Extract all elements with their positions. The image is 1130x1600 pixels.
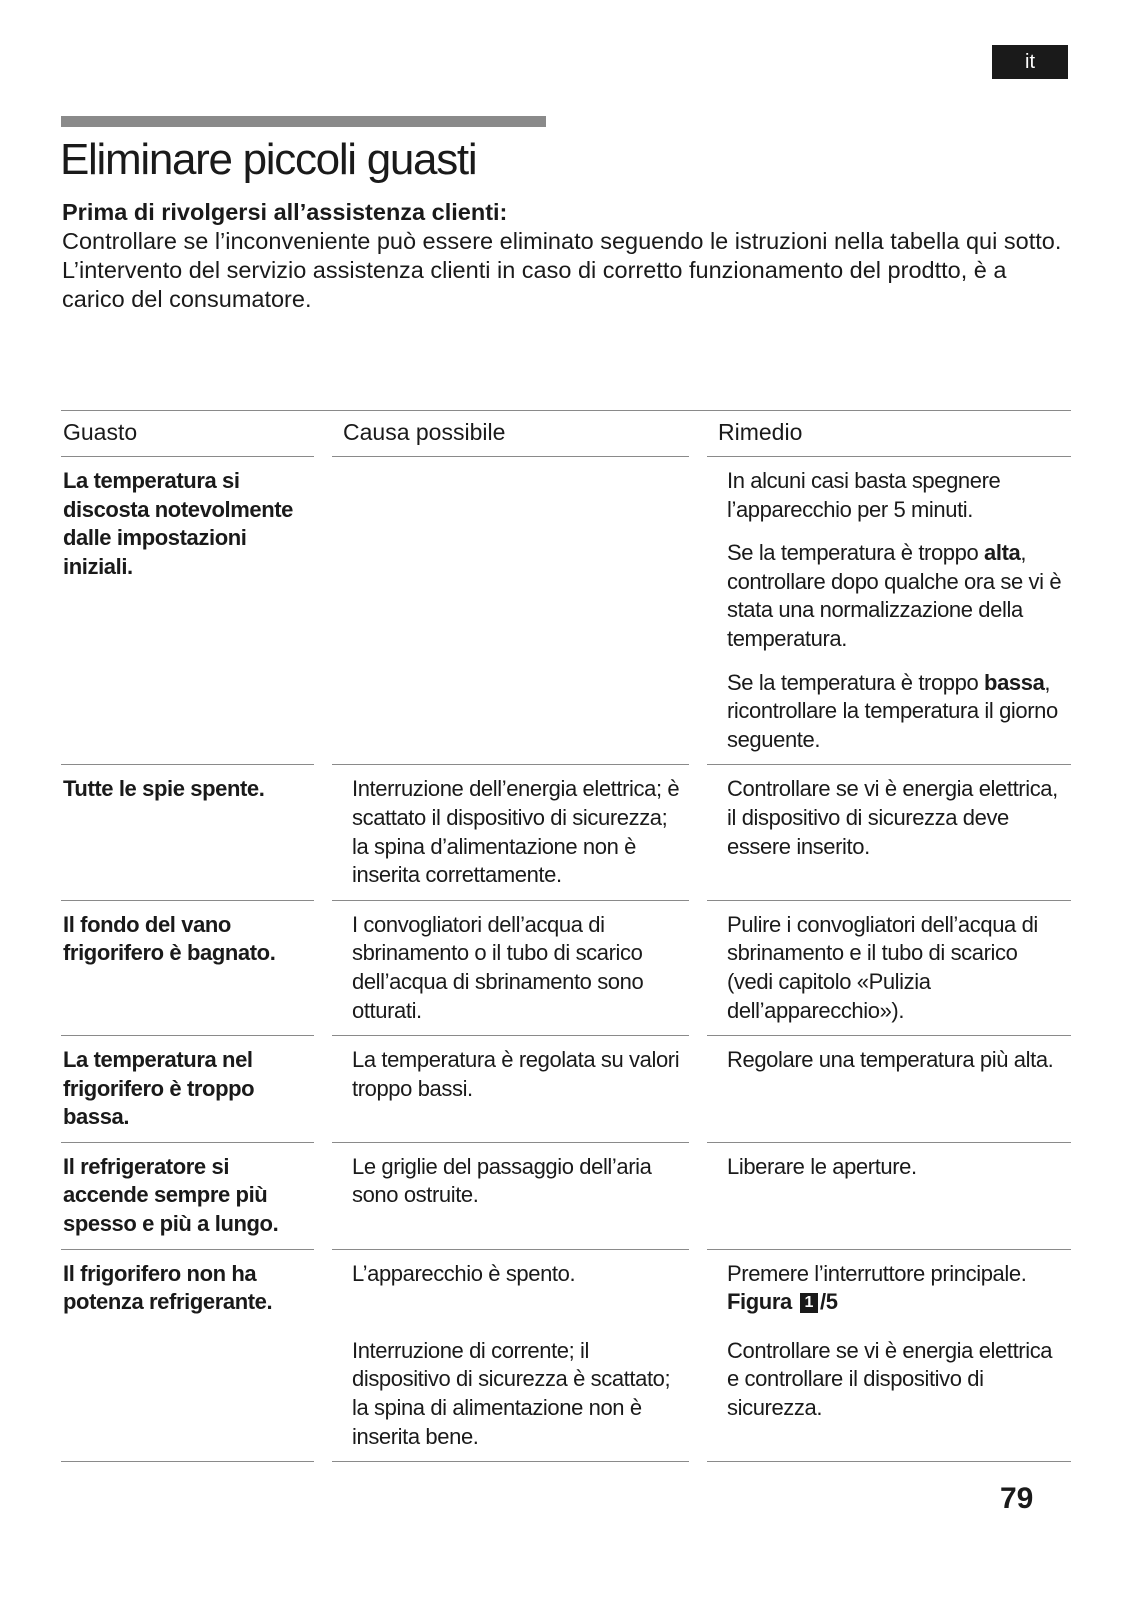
remedy-cell [698, 457, 1071, 765]
remedy-text: , ricontrollare la temperatura il giorno seguente. [727, 669, 1058, 752]
emphasis-low: bassa [984, 669, 1045, 695]
remedy-text: Premere l’interruttore principale. [727, 1260, 1027, 1286]
header-cause: Causa possibile [323, 411, 698, 457]
intro-paragraph-1: Controllare se l’inconveniente può essere eliminato seguendo le istruzioni nella tabella qui sotto. [62, 228, 1062, 254]
table-row [61, 1249, 1071, 1327]
remedy-paragraph: In alcuni casi basta spegnere l’apparecchio per 5 minuti. [727, 468, 1001, 522]
cause-cell: L’apparecchio è spento. [323, 1249, 698, 1327]
page-title: Eliminare piccoli guasti [60, 135, 477, 184]
table-row [61, 1142, 1071, 1249]
table-row [61, 1327, 1071, 1462]
fault-cell: Il refrigeratore si accende sempre più spesso e più a lungo. [61, 1142, 323, 1249]
intro-section [62, 198, 1072, 314]
figure-label: Figura [727, 1289, 792, 1315]
remedy-paragraph [727, 669, 1067, 755]
remedy-text: , controllare dopo qualche ora se vi è stata una normalizzazione della temperatura. [727, 540, 1062, 651]
fault-cell: Il frigorifero non ha potenza refrigerante. [63, 1260, 273, 1315]
troubleshooting-table [61, 410, 1071, 1462]
cause-cell: Le griglie del passaggio dell’aria sono ostruite. [323, 1142, 698, 1249]
table-header-row [61, 411, 1071, 457]
table-row [61, 765, 1071, 900]
cause-cell [323, 457, 698, 765]
fault-cell [61, 1327, 323, 1462]
table-row [61, 900, 1071, 1035]
header-fault: Guasto [61, 411, 323, 457]
cause-cell: La temperatura è regolata su valori troppo bassi. [323, 1036, 698, 1143]
remedy-cell: Controllare se vi è energia elettrica e controllare il dispositivo di sicurezza. [698, 1327, 1071, 1462]
table-row [61, 457, 1071, 765]
fault-cell: La temperatura nel frigorifero è troppo bassa. [61, 1036, 323, 1143]
remedy-text: Se la temperatura è troppo [727, 540, 985, 566]
figure-reference [727, 1288, 1067, 1317]
page-number: 79 [1000, 1482, 1034, 1515]
figure-number-badge: 1 [800, 1293, 819, 1313]
cause-cell: I convogliatori dell’acqua di sbrinamento o il tubo di scarico dell’acqua di sbrinamento sono otturati. [323, 900, 698, 1035]
language-badge: it [992, 45, 1068, 79]
remedy-paragraph [727, 539, 1067, 653]
fault-cell: Tutte le spie spente. [61, 765, 323, 900]
remedy-cell: Liberare le aperture. [698, 1142, 1071, 1249]
remedy-cell: Regolare una temperatura più alta. [698, 1036, 1071, 1143]
header-remedy: Rimedio [698, 411, 1071, 457]
fault-cell: Il fondo del vano frigorifero è bagnato. [61, 900, 323, 1035]
title-accent-bar [61, 116, 546, 127]
remedy-cell: Controllare se vi è energia elettrica, il dispositivo di sicurezza deve essere inserito. [698, 765, 1071, 900]
cause-cell: Interruzione di corrente; il dispositivo di sicurezza è scattato; la spina di alimentazione non è inserita bene. [323, 1327, 698, 1462]
cause-cell: Interruzione dell’energia elettrica; è scattato il dispositivo di sicurezza; la spina d’alimentazione non è inserita correttamente. [323, 765, 698, 900]
intro-paragraph-2: L’intervento del servizio assistenza clienti in caso di corretto funzionamento del prodtto, è a carico del consumatore. [62, 257, 1007, 312]
table-row [61, 1036, 1071, 1143]
remedy-cell [698, 1249, 1071, 1327]
emphasis-high: alta [984, 540, 1021, 566]
intro-lead: Prima di rivolgersi all’assistenza clienti: [62, 199, 508, 225]
remedy-text: Se la temperatura è troppo [727, 669, 985, 695]
fault-cell: La temperatura si discosta notevolmente dalle impostazioni iniziali. [61, 457, 323, 765]
figure-suffix: /5 [820, 1289, 838, 1315]
remedy-cell: Pulire i convogliatori dell’acqua di sbrinamento e il tubo di scarico (vedi capitolo «Pulizia dell’apparecchio»). [698, 900, 1071, 1035]
